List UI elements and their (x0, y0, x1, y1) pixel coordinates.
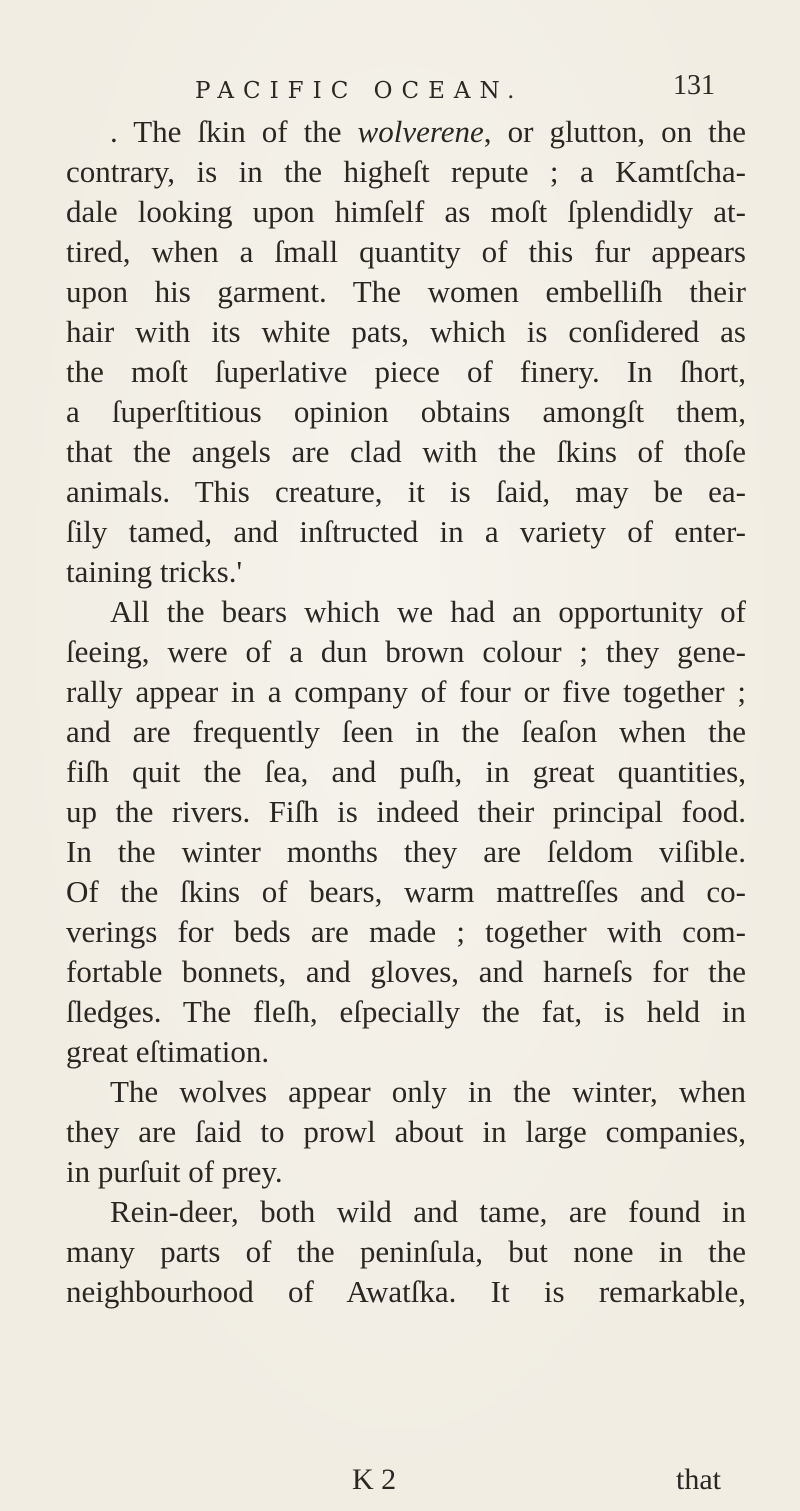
page-number: 131 (673, 70, 715, 101)
text-line: great eſtimation. (66, 1034, 270, 1069)
text-line: that the angels are clad with the ſkins of thoſe (66, 434, 746, 469)
text-line: animals. This creature, it is ſaid, may be ea- (66, 474, 746, 509)
text-line: . The ſkin of the wolverene, or glutton, on the (110, 114, 746, 149)
emphasis-wolverene: wolverene (357, 114, 484, 149)
page-footer (0, 1460, 800, 1500)
text-line: tired, when a ſmall quantity of this fur appears (66, 234, 746, 269)
running-head (195, 60, 715, 104)
text-line: neighbourhood of Awatſka. It is remarkable, (66, 1274, 746, 1309)
text-line: they are ſaid to prowl about in large companies, (66, 1114, 746, 1149)
text-line: up the rivers. Fiſh is indeed their principal food. (66, 794, 746, 829)
text-line: a ſuperſtitious opinion obtains amongſt them, (66, 394, 746, 429)
text-line: many parts of the peninſula, but none in the (66, 1234, 746, 1269)
text-line: upon his garment. The women embelliſh their (66, 274, 746, 309)
text-line: All the bears which we had an opportunity of (110, 594, 746, 629)
text-line: hair with its white pats, which is conſidered as (66, 314, 746, 349)
text-line: fortable bonnets, and gloves, and harneſs for the (66, 954, 746, 989)
text-line: the moſt ſuperlative piece of finery. In ſhort, (66, 354, 746, 389)
text-line: ſledges. The fleſh, eſpecially the fat, is held in (66, 994, 746, 1029)
signature-mark: K 2 (352, 1463, 397, 1496)
text-line: verings for beds are made ; together with com- (66, 914, 746, 949)
text-line: In the winter months they are ſeldom viſible. (66, 834, 746, 869)
text-line: taining tricks.' (66, 554, 243, 589)
text-line: ſily tamed, and inſtructed in a variety of enter- (66, 514, 746, 549)
text-line: ſeeing, were of a dun brown colour ; they gene- (66, 634, 746, 669)
text-line: and are frequently ſeen in the ſeaſon when the (66, 714, 746, 749)
text-line: dale looking upon himſelf as moſt ſplendidly at- (66, 194, 746, 229)
text-line: contrary, is in the higheſt repute ; a Kamtſcha- (66, 154, 746, 189)
text-line: The wolves appear only in the winter, when (110, 1074, 746, 1109)
text-line: rally appear in a company of four or five together ; (66, 674, 746, 709)
text-line: Rein-deer, both wild and tame, are found in (110, 1194, 746, 1229)
text-line: Of the ſkins of bears, warm mattreſſes and co- (66, 874, 746, 909)
text-line: fiſh quit the ſea, and puſh, in great quantities, (66, 754, 746, 789)
text-line: in purſuit of prey. (66, 1154, 283, 1189)
running-title: PACIFIC OCEAN. (195, 78, 524, 104)
catchword: that (676, 1463, 721, 1496)
